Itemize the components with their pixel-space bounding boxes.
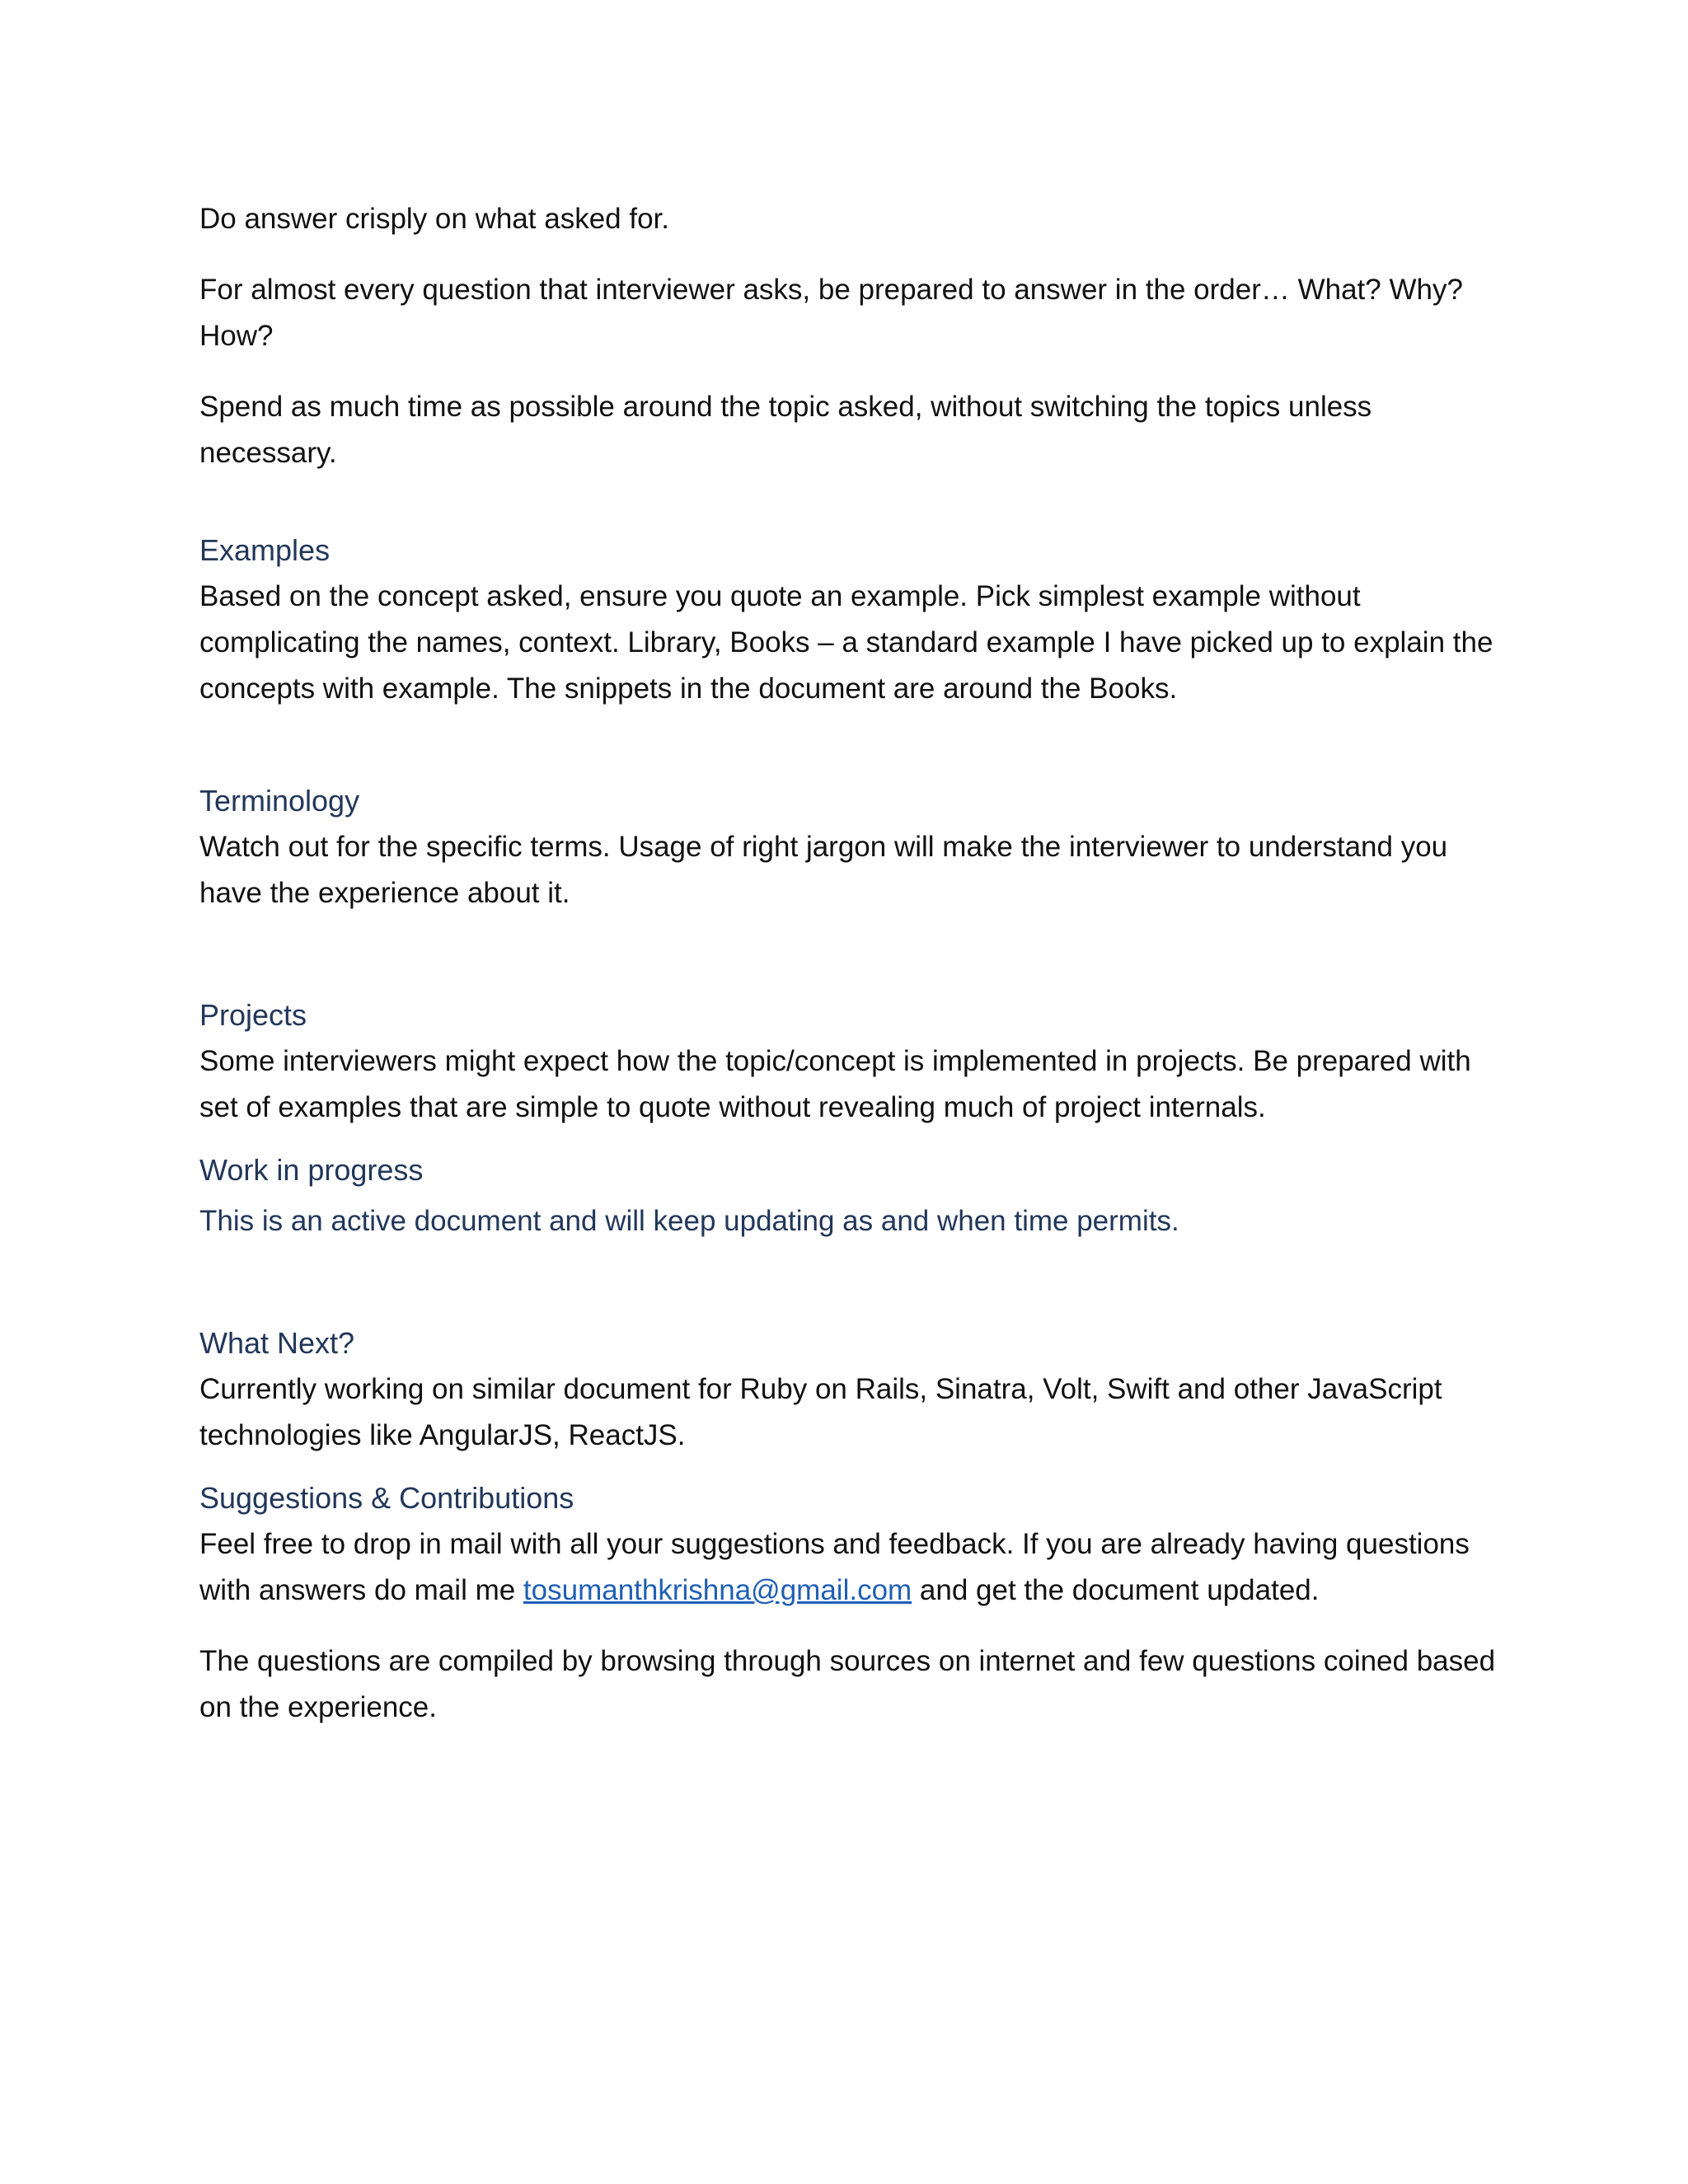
what-next-heading: What Next? <box>199 1326 355 1360</box>
projects-heading: Projects <box>199 998 307 1032</box>
suggestions-text-after: and get the document updated. <box>912 1574 1320 1606</box>
wip-body: This is an active document and will keep updating as and when time permits. <box>199 1205 1179 1237</box>
document-content <box>199 196 1502 1731</box>
intro-paragraph-3: Spend as much time as possible around the topic asked, without switching the topics unless necessary. <box>199 391 1372 469</box>
spacer <box>199 476 1502 527</box>
spacer <box>199 916 1502 992</box>
wip-heading: Work in progress <box>199 1153 424 1187</box>
terminology-heading: Terminology <box>199 784 360 818</box>
email-link[interactable]: tosumanthkrishna@gmail.com <box>523 1574 912 1606</box>
spacer <box>199 1244 1502 1320</box>
examples-heading: Examples <box>199 533 331 567</box>
intro-paragraph-2: For almost every question that interviewer asks, be prepared to answer in the order… What? Why? How? <box>199 274 1463 352</box>
intro-paragraph-1: Do answer crisply on what asked for. <box>199 203 669 235</box>
suggestions-text-before: Feel free to drop in mail with all your suggestions and feedback. If you are already having questions with answers do mail me <box>199 1528 1470 1606</box>
suggestions-heading: Suggestions & Contributions <box>199 1481 574 1515</box>
what-next-body: Currently working on similar document for Ruby on Rails, Sinatra, Volt, Swift and other JavaScript technologies like AngularJS, ReactJS. <box>199 1373 1442 1451</box>
terminology-body: Watch out for the specific terms. Usage of right jargon will make the interviewer to understand you have the experience about it. <box>199 831 1448 909</box>
spacer <box>199 712 1502 778</box>
suggestions-body <box>199 1521 1502 1614</box>
projects-body: Some interviewers might expect how the topic/concept is implemented in projects. Be prepared with set of examples that are simple to quote without revealing much of project internals. <box>199 1045 1471 1123</box>
examples-body: Based on the concept asked, ensure you quote an example. Pick simplest example without complicating the names, context. Library, Books – a standard example I have picked up to explain the concepts with example. The snippets in the document are around the Books. <box>199 580 1493 705</box>
closing-paragraph: The questions are compiled by browsing through sources on internet and few questions coined based on the experience. <box>199 1645 1496 1723</box>
